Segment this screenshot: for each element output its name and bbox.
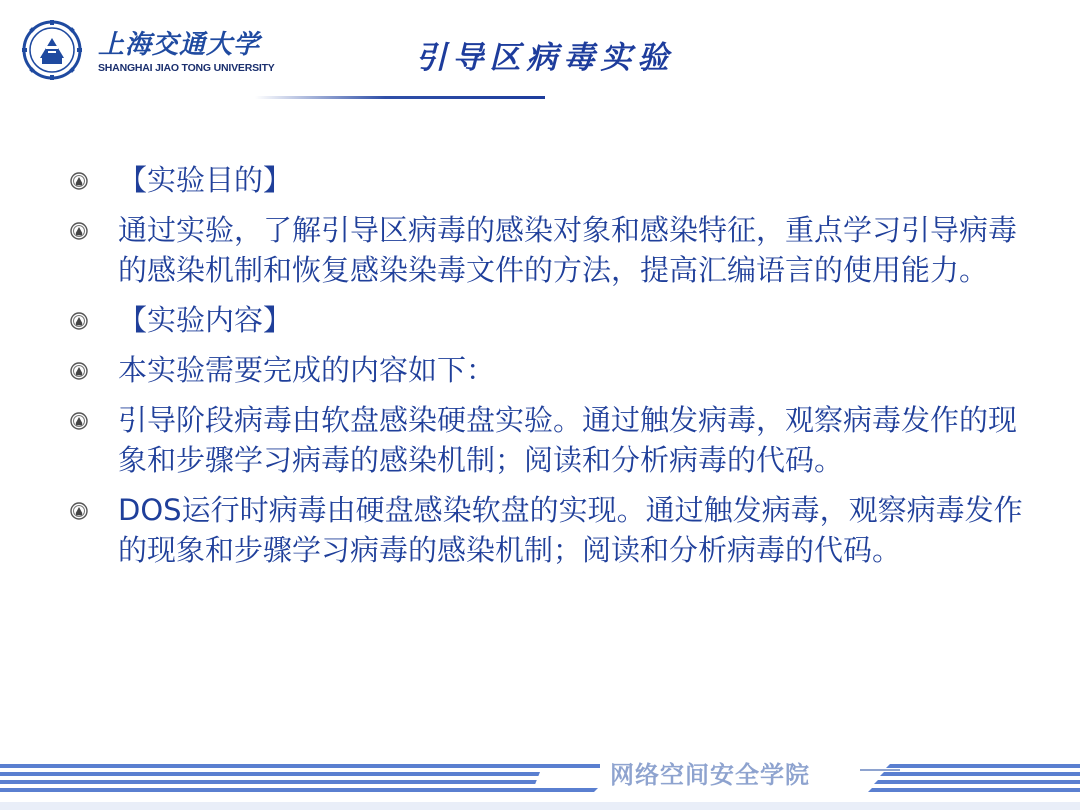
slide-footer <box>0 742 1080 810</box>
seal-bullet-icon <box>70 312 88 330</box>
sjtu-seal-icon <box>22 20 82 80</box>
university-logo <box>22 20 275 82</box>
list-item <box>70 300 1030 340</box>
item-text: 通过实验，了解引导区病毒的感染对象和感染特征，重点学习引导病毒的感染机制和恢复感染染毒文件的方法，提高汇编语言的使用能力。 <box>118 213 1018 287</box>
slide-title: 引导区病毒实验 <box>415 40 675 76</box>
footer-school-name: 网络空间安全学院 <box>610 761 810 789</box>
seal-bullet-icon <box>70 222 88 240</box>
item-text: 【实验内容】 <box>118 303 293 337</box>
item-text: 引导阶段病毒由软盘感染硬盘实验。通过触发病毒，观察病毒发作的现象和步骤学习病毒的感染机制；阅读和分析病毒的代码。 <box>118 403 1018 477</box>
bullet-list <box>70 160 1030 580</box>
list-item <box>70 400 1030 480</box>
seal-bullet-icon <box>70 412 88 430</box>
list-item <box>70 210 1030 290</box>
item-text: DOS运行时病毒由硬盘感染软盘的实现。通过触发病毒，观察病毒发作的现象和步骤学习病毒的感染机制；阅读和分析病毒的代码。 <box>118 493 1023 567</box>
seal-bullet-icon <box>70 502 88 520</box>
item-text: 【实验目的】 <box>118 163 293 197</box>
university-name-en: SHANGHAI JIAO TONG UNIVERSITY <box>98 62 275 74</box>
item-text: 本实验需要完成的内容如下： <box>118 353 496 387</box>
slide-header <box>0 0 1080 110</box>
title-underline <box>255 96 545 99</box>
list-item <box>70 490 1030 570</box>
seal-bullet-icon <box>70 362 88 380</box>
seal-bullet-icon <box>70 172 88 190</box>
university-name-cn: 上海交通大学 <box>98 30 261 60</box>
list-item <box>70 350 1030 390</box>
list-item <box>70 160 1030 200</box>
footer-lines <box>0 742 1080 810</box>
